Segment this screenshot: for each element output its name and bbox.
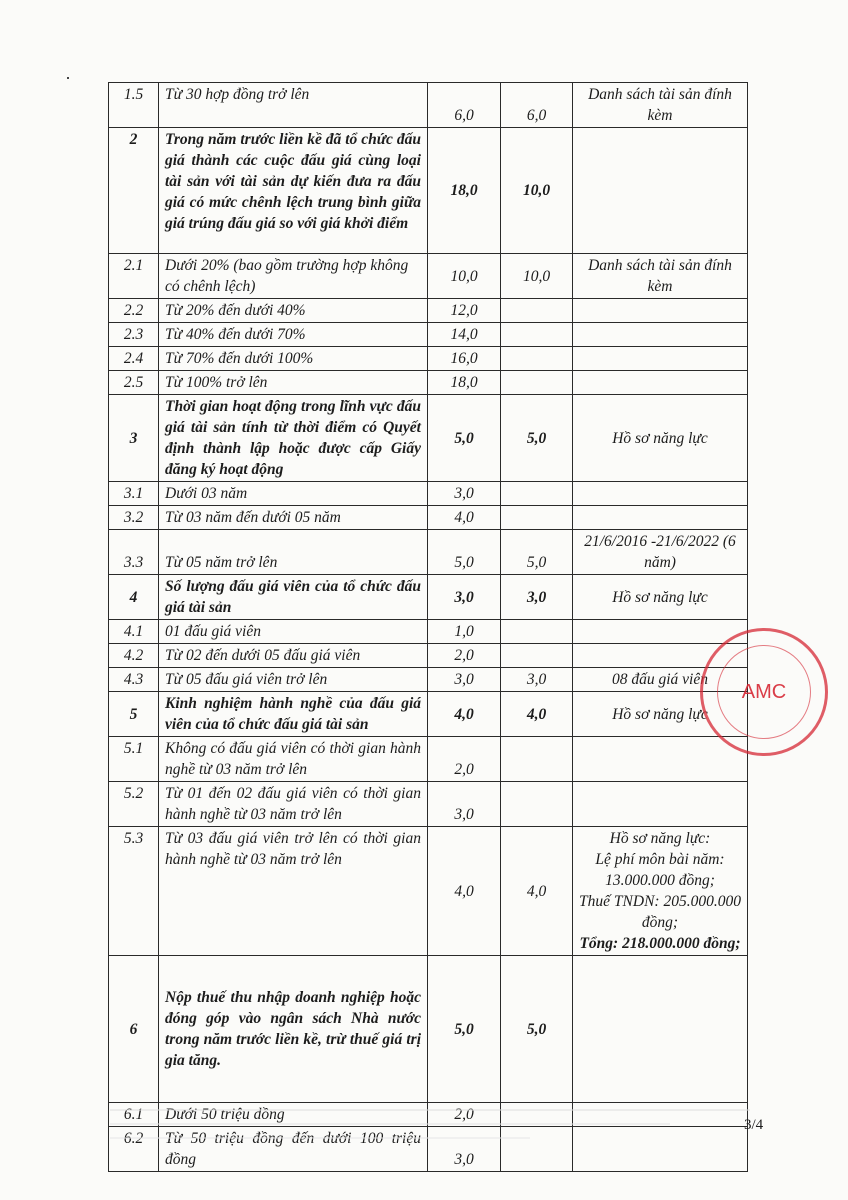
scoring-table bbox=[108, 82, 748, 1172]
table-row bbox=[109, 347, 748, 371]
table-section-row bbox=[109, 395, 748, 482]
row-number: 4 bbox=[109, 575, 159, 620]
awarded-score: 5,0 bbox=[501, 530, 573, 575]
row-number: 2.2 bbox=[109, 299, 159, 323]
row-number: 6 bbox=[109, 956, 159, 1103]
max-score: 18,0 bbox=[428, 371, 501, 395]
awarded-score: 4,0 bbox=[501, 692, 573, 737]
row-number: 2.3 bbox=[109, 323, 159, 347]
evidence-note bbox=[573, 323, 748, 347]
criterion-text: Không có đấu giá viên có thời gian hành nghề từ 03 năm trở lên bbox=[159, 737, 428, 782]
awarded-score bbox=[501, 782, 573, 827]
evidence-note bbox=[573, 737, 748, 782]
awarded-score bbox=[501, 347, 573, 371]
max-score: 10,0 bbox=[428, 254, 501, 299]
table-section-row bbox=[109, 128, 748, 254]
evidence-note bbox=[573, 482, 748, 506]
max-score: 3,0 bbox=[428, 575, 501, 620]
awarded-score bbox=[501, 299, 573, 323]
max-score: 3,0 bbox=[428, 668, 501, 692]
max-score: 5,0 bbox=[428, 956, 501, 1103]
table-row bbox=[109, 644, 748, 668]
max-score: 14,0 bbox=[428, 323, 501, 347]
awarded-score bbox=[501, 644, 573, 668]
row-number: 6.1 bbox=[109, 1103, 159, 1127]
row-number: 2.5 bbox=[109, 371, 159, 395]
awarded-score: 5,0 bbox=[501, 395, 573, 482]
criterion-text: Từ 100% trở lên bbox=[159, 371, 428, 395]
criterion-text: Từ 20% đến dưới 40% bbox=[159, 299, 428, 323]
evidence-note: 08 đấu giá viên bbox=[573, 668, 748, 692]
table-row bbox=[109, 83, 748, 128]
max-score: 2,0 bbox=[428, 1103, 501, 1127]
table-row bbox=[109, 254, 748, 299]
criterion-text: Số lượng đấu giá viên của tổ chức đấu giá tài sản bbox=[159, 575, 428, 620]
table-row bbox=[109, 530, 748, 575]
max-score: 3,0 bbox=[428, 782, 501, 827]
awarded-score: 10,0 bbox=[501, 128, 573, 254]
awarded-score: 3,0 bbox=[501, 575, 573, 620]
criterion-text: Từ 03 đấu giá viên trở lên có thời gian hành nghề từ 03 năm trở lên bbox=[159, 827, 428, 956]
awarded-score: 3,0 bbox=[501, 668, 573, 692]
criterion-text: Từ 05 năm trở lên bbox=[159, 530, 428, 575]
table-section-row bbox=[109, 692, 748, 737]
table-section-row bbox=[109, 956, 748, 1103]
row-number: 4.3 bbox=[109, 668, 159, 692]
row-number: 6.2 bbox=[109, 1127, 159, 1172]
evidence-note bbox=[573, 620, 748, 644]
evidence-note bbox=[573, 128, 748, 254]
tax-evidence-line: Tổng: 218.000.000 đồng; bbox=[579, 935, 741, 952]
criterion-text: 01 đấu giá viên bbox=[159, 620, 428, 644]
awarded-score: 10,0 bbox=[501, 254, 573, 299]
criterion-text: Từ 70% đến dưới 100% bbox=[159, 347, 428, 371]
awarded-score bbox=[501, 620, 573, 644]
max-score: 4,0 bbox=[428, 506, 501, 530]
evidence-note bbox=[573, 956, 748, 1103]
max-score: 6,0 bbox=[428, 83, 501, 128]
evidence-note: Hồ sơ năng lực bbox=[573, 395, 748, 482]
criterion-text: Từ 30 hợp đồng trở lên bbox=[159, 83, 428, 128]
evidence-note bbox=[573, 371, 748, 395]
criterion-text: Từ 02 đến dưới 05 đấu giá viên bbox=[159, 644, 428, 668]
row-number: 3.3 bbox=[109, 530, 159, 575]
page-number: 3/4 bbox=[744, 1117, 764, 1133]
table-row bbox=[109, 620, 748, 644]
criterion-text: Từ 40% đến dưới 70% bbox=[159, 323, 428, 347]
table-section-row bbox=[109, 575, 748, 620]
table-row bbox=[109, 782, 748, 827]
table-row bbox=[109, 299, 748, 323]
row-number: 3.1 bbox=[109, 482, 159, 506]
awarded-score bbox=[501, 737, 573, 782]
max-score: 4,0 bbox=[428, 692, 501, 737]
row-number: 2 bbox=[109, 128, 159, 254]
speck bbox=[67, 77, 69, 79]
evidence-note bbox=[573, 506, 748, 530]
evidence-note bbox=[573, 782, 748, 827]
faint-footer-lines bbox=[110, 1096, 750, 1156]
criterion-text: Thời gian hoạt động trong lĩnh vực đấu giá tài sản tính từ thời điểm có Quyết định thành lập hoặc được cấp Giấy đăng ký hoạt động bbox=[159, 395, 428, 482]
criterion-text: Nộp thuế thu nhập doanh nghiệp hoặc đóng góp vào ngân sách Nhà nước trong năm trước liền kề, trừ thuế giá trị gia tăng. bbox=[159, 956, 428, 1103]
evidence-note bbox=[573, 299, 748, 323]
company-seal bbox=[700, 628, 828, 756]
row-number: 5.2 bbox=[109, 782, 159, 827]
criterion-text: Dưới 50 triệu đồng bbox=[159, 1103, 428, 1127]
evidence-note bbox=[573, 827, 748, 956]
max-score: 18,0 bbox=[428, 128, 501, 254]
criterion-text: Từ 01 đến 02 đấu giá viên có thời gian hành nghề từ 03 năm trở lên bbox=[159, 782, 428, 827]
row-number: 4.2 bbox=[109, 644, 159, 668]
max-score: 3,0 bbox=[428, 482, 501, 506]
evidence-note: Hồ sơ năng lực bbox=[573, 575, 748, 620]
table-row bbox=[109, 482, 748, 506]
awarded-score bbox=[501, 371, 573, 395]
table-row bbox=[109, 323, 748, 347]
row-number: 5 bbox=[109, 692, 159, 737]
tax-evidence-line: Hồ sơ năng lực: bbox=[609, 830, 711, 847]
awarded-score: 5,0 bbox=[501, 956, 573, 1103]
awarded-score bbox=[501, 482, 573, 506]
row-number: 3 bbox=[109, 395, 159, 482]
table-row bbox=[109, 737, 748, 782]
evidence-note: Danh sách tài sản đính kèm bbox=[573, 83, 748, 128]
max-score: 1,0 bbox=[428, 620, 501, 644]
row-number: 3.2 bbox=[109, 506, 159, 530]
criterion-text: Từ 03 năm đến dưới 05 năm bbox=[159, 506, 428, 530]
criterion-text: Từ 05 đấu giá viên trở lên bbox=[159, 668, 428, 692]
max-score: 16,0 bbox=[428, 347, 501, 371]
max-score: 2,0 bbox=[428, 737, 501, 782]
max-score: 12,0 bbox=[428, 299, 501, 323]
max-score: 3,0 bbox=[428, 1127, 501, 1172]
criterion-text: Kinh nghiệm hành nghề của đấu giá viên của tổ chức đấu giá tài sản bbox=[159, 692, 428, 737]
evidence-note: Hồ sơ năng lực bbox=[573, 692, 748, 737]
evidence-note: Danh sách tài sản đính kèm bbox=[573, 254, 748, 299]
table-row bbox=[109, 827, 748, 956]
awarded-score bbox=[501, 506, 573, 530]
max-score: 5,0 bbox=[428, 395, 501, 482]
evidence-note: 21/6/2016 -21/6/2022 (6 năm) bbox=[573, 530, 748, 575]
max-score: 5,0 bbox=[428, 530, 501, 575]
row-number: 4.1 bbox=[109, 620, 159, 644]
seal-text: AMC bbox=[741, 681, 787, 703]
row-number: 5.3 bbox=[109, 827, 159, 956]
tax-evidence-line: Lệ phí môn bài năm: 13.000.000 đồng; bbox=[595, 851, 725, 889]
max-score: 2,0 bbox=[428, 644, 501, 668]
evidence-note bbox=[573, 347, 748, 371]
awarded-score: 4,0 bbox=[501, 827, 573, 956]
row-number: 2.4 bbox=[109, 347, 159, 371]
awarded-score bbox=[501, 323, 573, 347]
tax-evidence-line: Thuế TNDN: 205.000.000 đồng; bbox=[579, 893, 741, 931]
row-number: 1.5 bbox=[109, 83, 159, 128]
table-row bbox=[109, 371, 748, 395]
criterion-text: Trong năm trước liền kề đã tổ chức đấu giá thành các cuộc đấu giá cùng loại tài sản với tài sản dự kiến đưa ra đấu giá có mức chênh lệch trung bình giữa giá trúng đấu giá so với giá khởi điểm bbox=[159, 128, 428, 254]
criterion-text: Dưới 03 năm bbox=[159, 482, 428, 506]
criterion-text: Dưới 20% (bao gồm trường hợp không có chênh lệch) bbox=[159, 254, 428, 299]
awarded-score: 6,0 bbox=[501, 83, 573, 128]
table-row bbox=[109, 668, 748, 692]
criterion-text: Từ 50 triệu đồng đến dưới 100 triệu đồng bbox=[159, 1127, 428, 1172]
table-row bbox=[109, 506, 748, 530]
row-number: 2.1 bbox=[109, 254, 159, 299]
row-number: 5.1 bbox=[109, 737, 159, 782]
max-score: 4,0 bbox=[428, 827, 501, 956]
